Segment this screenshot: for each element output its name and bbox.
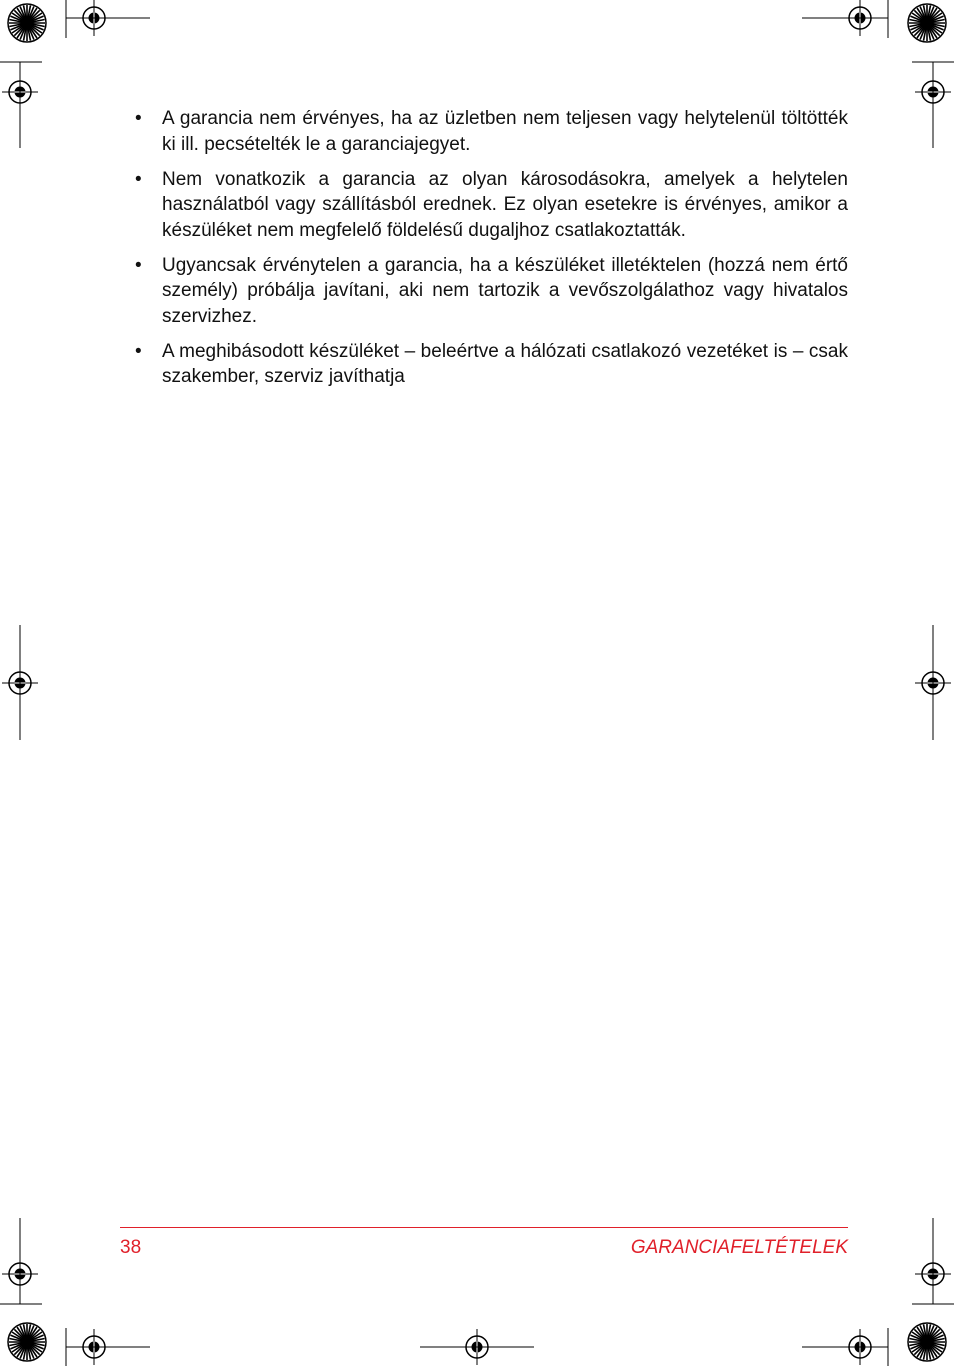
list-item-text: A garancia nem érvényes, ha az üzletben nem teljesen vagy helytelenül töltötték ki ill. pecsételték le a garanciajegyet.	[162, 108, 848, 155]
bullet-icon: •	[135, 340, 142, 362]
list-item-text: A meghibásodott készüléket – beleértve a hálózati csatlakozó vezetéket is – csak szakember, szerviz javíthatja	[162, 340, 848, 387]
bullet-icon: •	[135, 254, 142, 276]
color-wheel-icon	[908, 4, 946, 42]
page-body	[120, 106, 848, 399]
color-wheel-icon	[8, 4, 46, 42]
footer-section-title: GARANCIAFELTÉTELEK	[630, 1237, 848, 1258]
footer-divider	[120, 1227, 848, 1228]
bullet-icon: •	[135, 108, 142, 129]
list-item-text: Ugyancsak érvénytelen a garancia, ha a készüléket illetéktelen (hozzá nem értő személy) próbálja javítani, aki nem tartozik a vevőszolgálathoz vagy hivatalos szervizhez.	[162, 254, 848, 327]
list-item	[120, 167, 848, 244]
list-item-text: Nem vonatkozik a garancia az olyan károsodásokra, amelyek a helytelen használatból vagy szállításból erednek. Ez olyan esetekre is érvényes, amikor a készüléket nem megfelelő földelésű dugaljhoz csatlakoztatták.	[162, 168, 848, 241]
warranty-conditions-list	[120, 106, 848, 390]
list-item	[120, 253, 848, 330]
list-item	[120, 106, 848, 157]
color-wheel-icon	[908, 1323, 946, 1361]
bullet-icon: •	[135, 168, 142, 190]
page-number: 38	[120, 1237, 142, 1258]
color-wheel-icon	[8, 1323, 46, 1361]
list-item	[120, 339, 848, 390]
